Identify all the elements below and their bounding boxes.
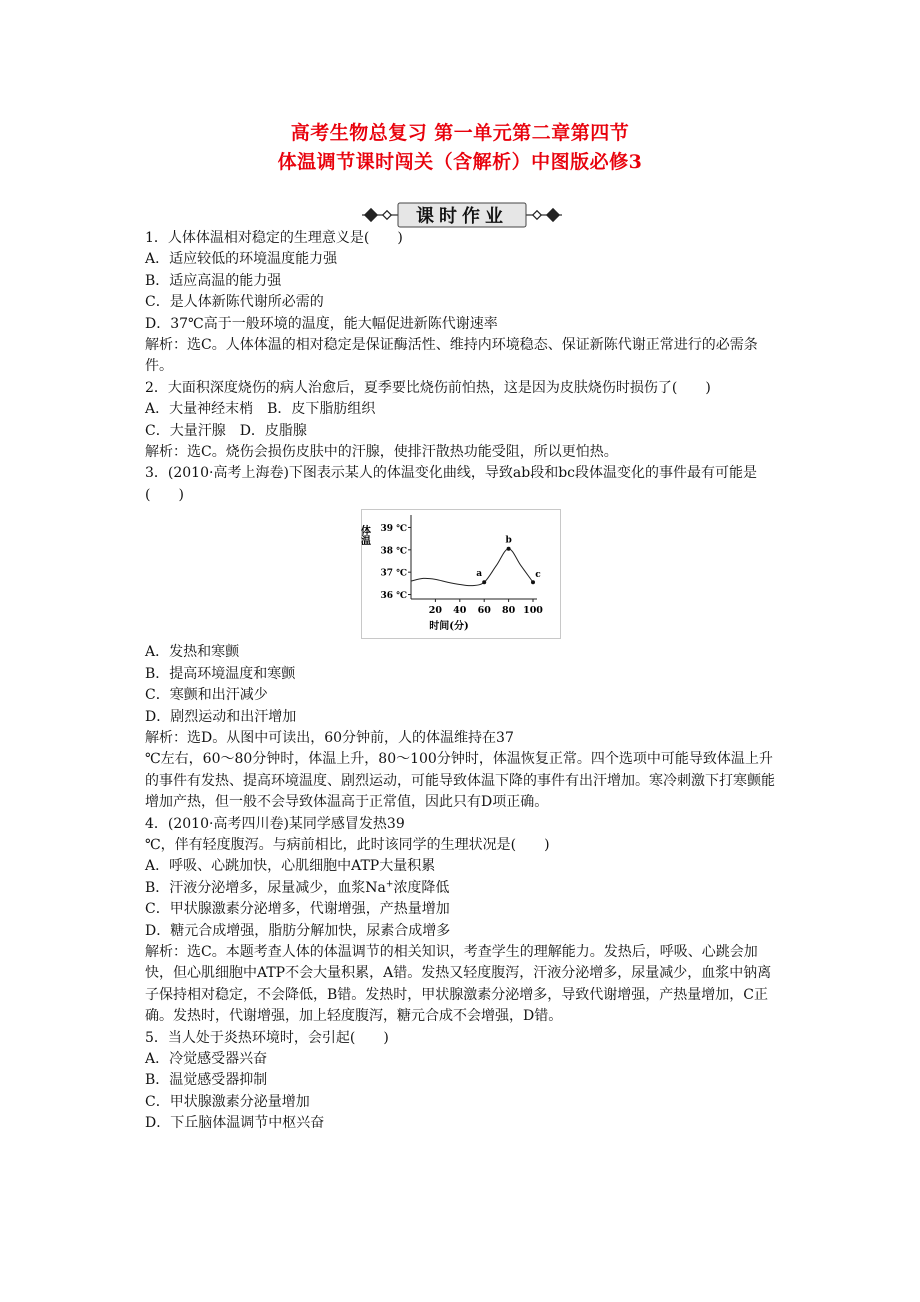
question-5-stem: 5．当人处于炎热环境时，会引起( ) <box>145 1029 389 1046</box>
chart-x-tick-label: 100 <box>523 605 543 617</box>
diamond-ornament-icon <box>364 208 378 222</box>
chart-x-tick-label: 40 <box>453 605 467 617</box>
question-3-option-d: D．剧烈运动和出汗增加 <box>145 708 297 725</box>
question-1-stem: 1．人体体温相对稳定的生理意义是( ) <box>145 230 403 246</box>
chart-y-tick-label: 38 ℃ <box>380 546 407 557</box>
question-2-analysis: 解析：选C。烧伤会损伤皮肤中的汗腺，使排汗散热功能受阻，所以更怕热。 <box>145 444 618 461</box>
question-2-options-ab: A．大量神经末梢 B．皮下脂肪组织 <box>145 401 376 418</box>
chart-x-axis-label: 时间(分) <box>429 621 469 633</box>
temperature-chart <box>358 509 561 639</box>
question-1-option-a: A．适应较低的环境温度能力强 <box>145 251 338 268</box>
chart-x-tick-label: 60 <box>477 605 491 617</box>
chart-x-tick-label: 80 <box>501 605 516 617</box>
question-4-option-c: C．甲状腺激素分泌增多，代谢增强，产热量增加 <box>145 901 450 918</box>
exercise-content <box>145 228 780 1135</box>
chart-point-a <box>482 581 486 585</box>
question-1-option-c: C．是人体新陈代谢所必需的 <box>145 294 324 311</box>
question-3-analysis-line-2: ℃左右，60～80分钟时，体温上升，80～100分钟时，体温恢复正常。四个选项中可能导致体温上升的事件有发热、提高环境温度、剧烈运动，可能导致体温下降的事件有出汗增加。寒冷刺激下打寒颤能增加产热，但一般不会导致体温高于正常值，因此只有D项正确。 <box>145 751 775 811</box>
question-4-option-b <box>145 878 780 899</box>
question-1-option-b: B．适应高温的能力强 <box>145 272 282 289</box>
diamond-ornament-icon <box>533 211 541 219</box>
question-2-options-cd: C．大量汗腺 D．皮脂腺 <box>145 422 307 439</box>
chart-point-label-a: a <box>476 569 483 580</box>
chart-y-tick-label: 36 ℃ <box>380 591 407 602</box>
question-5-option-d: D．下丘脑体温调节中枢兴奋 <box>145 1115 325 1132</box>
chart-point-b <box>507 547 511 551</box>
question-4-option-d: D．糖元合成增强，脂肪分解加快，尿素合成增多 <box>145 922 451 939</box>
question-1-option-d: D．37℃高于一般环境的温度，能大幅促进新陈代谢速率 <box>145 315 498 332</box>
question-4-option-b-text-end: 浓度降低 <box>393 879 450 896</box>
chart-y-axis-label: 体温 <box>358 525 370 546</box>
question-3-option-c: C．寒颤和出汗减少 <box>145 687 268 704</box>
banner-label: 课时作业 <box>416 206 508 227</box>
question-4-stem-line-2: ℃，伴有轻度腹泻。与病前相比，此时该同学的生理状况是( ) <box>145 836 550 853</box>
chart-y-tick-label: 37 ℃ <box>380 568 407 579</box>
question-1-analysis: 解析：选C。人体体温的相对稳定是保证酶活性、维持内环境稳态、保证新陈代谢正常进行的必需条件。 <box>145 337 758 375</box>
question-3-analysis-line-1: 解析：选D。从图中可读出，60分钟前，人的体温维持在37 <box>145 729 514 746</box>
chart-y-tick-label: 39 ℃ <box>380 524 407 535</box>
diamond-ornament-icon <box>383 211 391 219</box>
question-5-option-a: A．冷觉感受器兴奋 <box>145 1051 268 1067</box>
document-title-line-1: 高考生物总复习 第一单元第二章第四节 <box>290 122 630 144</box>
question-4-option-a: A．呼吸、心跳加快，心肌细胞中ATP大量积累 <box>145 858 436 875</box>
chart-point-label-b: b <box>505 535 512 546</box>
question-4-analysis: 解析：选C。本题考查人体的体温调节的相关知识，考查学生的理解能力。发热后，呼吸、心跳会加快，但心肌细胞中ATP不会大量积累，A错。发热又轻度腹泻，汗液分泌增多，尿量减少，血浆中钠离子保持相对稳定，不会降低，B错。发热时，甲状腺激素分泌增多，导致代谢增强，产热量增加，C正确。发热时，代谢增强，加上轻度腹泻，糖元合成不会增强，D错。 <box>145 943 772 1025</box>
question-3-option-b: B．提高环境温度和寒颤 <box>145 665 296 682</box>
question-3-stem: 3．(2010·高考上海卷)下图表示某人的体温变化曲线，导致ab段和bc段体温变化的事件最有可能是( ) <box>145 465 758 503</box>
chart-point-c <box>531 581 535 585</box>
question-5-option-b: B．温觉感受器抑制 <box>145 1072 268 1089</box>
chart-x-tick-label: 20 <box>428 605 443 617</box>
question-3-option-a: A．发热和寒颤 <box>145 644 240 661</box>
question-5-option-c: C．甲状腺激素分泌量增加 <box>145 1093 310 1110</box>
diamond-ornament-icon <box>546 208 560 222</box>
document-title-line-2: 体温调节课时闯关（含解析）中图版必修3 <box>277 151 643 173</box>
question-2-stem: 2．大面积深度烧伤的病人治愈后，夏季要比烧伤前怕热，这是因为皮肤烧伤时损伤了( ) <box>145 379 711 396</box>
question-4-option-b-text: B．汗液分泌增多，尿量减少，血浆Na <box>145 879 386 896</box>
question-4-option-b-superscript: + <box>385 879 394 890</box>
question-4-stem-line-1: 4．(2010·高考四川卷)某同学感冒发热39 <box>145 815 405 832</box>
section-banner <box>358 201 566 229</box>
chart-point-label-c: c <box>535 570 541 581</box>
